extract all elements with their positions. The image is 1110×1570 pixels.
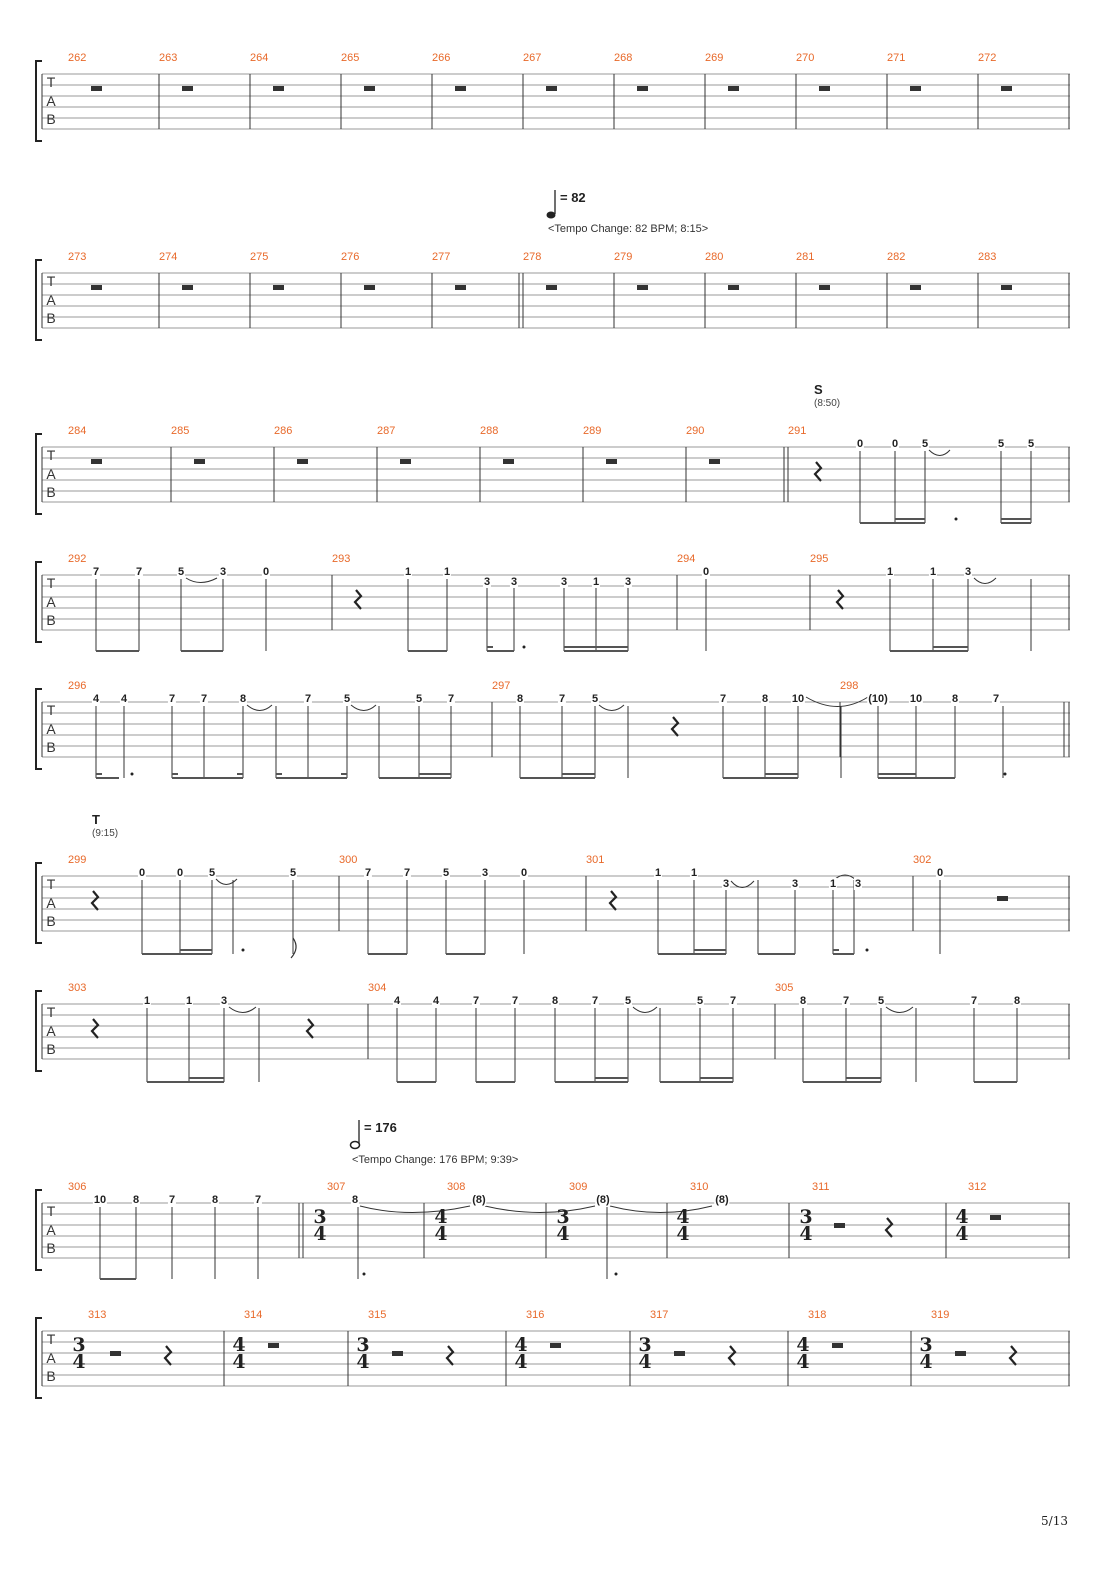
tab-system-1 bbox=[0, 40, 1110, 150]
fret-number: 8 bbox=[211, 1194, 219, 1206]
fret-number: 7 bbox=[254, 1194, 262, 1206]
fret-number: 8 bbox=[132, 1194, 140, 1206]
tab-system-9 bbox=[0, 1297, 1110, 1407]
fret-number: 5 bbox=[415, 693, 423, 705]
measure-number: 296 bbox=[68, 680, 87, 692]
measure-number: 313 bbox=[88, 1309, 107, 1321]
tempo-bpm: = 176 bbox=[364, 1120, 397, 1135]
measure-number: 306 bbox=[68, 1181, 87, 1193]
measure-number: 283 bbox=[978, 251, 997, 263]
fret-number: 3 bbox=[510, 576, 518, 588]
fret-number: (8) bbox=[596, 1194, 610, 1206]
fret-number: 7 bbox=[200, 693, 208, 705]
fret-number: 3 bbox=[220, 995, 228, 1007]
fret-number: 5 bbox=[921, 438, 929, 450]
fret-number: 1 bbox=[404, 566, 412, 578]
fret-number: 4 bbox=[120, 693, 128, 705]
fret-number: (8) bbox=[715, 1194, 729, 1206]
measure-number: 279 bbox=[614, 251, 633, 263]
fret-number: 1 bbox=[886, 566, 894, 578]
svg-text:A: A bbox=[46, 466, 56, 482]
measure-number: 289 bbox=[583, 425, 602, 437]
fret-number: 0 bbox=[138, 867, 146, 879]
fret-number: 5 bbox=[289, 867, 297, 879]
fret-number: 5 bbox=[997, 438, 1005, 450]
time-signature: 3 4 bbox=[799, 1206, 813, 1245]
fret-number: 1 bbox=[654, 867, 662, 879]
fret-number: 0 bbox=[891, 438, 899, 450]
fret-number: 7 bbox=[304, 693, 312, 705]
svg-text:A: A bbox=[46, 721, 56, 737]
fret-number: 7 bbox=[135, 566, 143, 578]
svg-text:T: T bbox=[46, 1203, 56, 1219]
measure-number: 282 bbox=[887, 251, 906, 263]
measure-number: 303 bbox=[68, 982, 87, 994]
fret-number: 10 bbox=[93, 1194, 107, 1206]
measure-number: 276 bbox=[341, 251, 360, 263]
measure-number: 304 bbox=[368, 982, 387, 994]
staff-lines bbox=[0, 413, 1110, 523]
measure-number: 291 bbox=[788, 425, 807, 437]
fret-number: 3 bbox=[219, 566, 227, 578]
svg-text:B: B bbox=[46, 1041, 56, 1057]
fret-number: 5 bbox=[696, 995, 704, 1007]
tab-system-2 bbox=[0, 239, 1110, 349]
measure-number: 317 bbox=[650, 1309, 669, 1321]
measure-number: 302 bbox=[913, 854, 932, 866]
measure-number: 285 bbox=[171, 425, 190, 437]
tempo-change-text: <Tempo Change: 176 BPM; 9:39> bbox=[352, 1154, 519, 1166]
svg-text:A: A bbox=[46, 895, 56, 911]
svg-text:T: T bbox=[46, 447, 56, 463]
fret-number: 8 bbox=[551, 995, 559, 1007]
section-time: (9:15) bbox=[92, 828, 119, 839]
tempo-change-text: <Tempo Change: 82 BPM; 8:15> bbox=[548, 223, 709, 235]
time-signature: 4 4 bbox=[676, 1206, 690, 1245]
tab-system-3 bbox=[0, 413, 1110, 523]
fret-number: 1 bbox=[143, 995, 151, 1007]
fret-number: 7 bbox=[842, 995, 850, 1007]
fret-number: 1 bbox=[185, 995, 193, 1007]
fret-number: (10) bbox=[868, 693, 888, 705]
svg-text:A: A bbox=[46, 1222, 56, 1238]
measure-number: 270 bbox=[796, 52, 815, 64]
staff-lines bbox=[0, 668, 1110, 788]
svg-text:A: A bbox=[46, 1023, 56, 1039]
svg-text:T: T bbox=[46, 702, 56, 718]
fret-number: 8 bbox=[351, 1194, 359, 1206]
section-time: (8:50) bbox=[814, 398, 841, 409]
measure-number: 278 bbox=[523, 251, 542, 263]
fret-number: (8) bbox=[472, 1194, 486, 1206]
fret-number: 7 bbox=[92, 566, 100, 578]
section-label: S bbox=[814, 382, 823, 397]
fret-number: 3 bbox=[791, 878, 799, 890]
measure-number: 301 bbox=[586, 854, 605, 866]
measure-number: 272 bbox=[978, 52, 997, 64]
tab-system-7 bbox=[0, 970, 1110, 1090]
svg-text:B: B bbox=[46, 310, 56, 326]
fret-number: 7 bbox=[992, 693, 1000, 705]
fret-number: 5 bbox=[343, 693, 351, 705]
fret-number: 5 bbox=[624, 995, 632, 1007]
measure-number: 280 bbox=[705, 251, 724, 263]
fret-number: 7 bbox=[364, 867, 372, 879]
fret-number: 8 bbox=[761, 693, 769, 705]
svg-text:T: T bbox=[46, 876, 56, 892]
fret-number: 7 bbox=[403, 867, 411, 879]
measure-number: 281 bbox=[796, 251, 815, 263]
time-signature: 3 4 bbox=[556, 1206, 570, 1245]
measure-number: 318 bbox=[808, 1309, 827, 1321]
fret-number: 3 bbox=[481, 867, 489, 879]
tab-system-4 bbox=[0, 541, 1110, 661]
fret-number: 3 bbox=[854, 878, 862, 890]
fret-number: 5 bbox=[442, 867, 450, 879]
measure-number: 311 bbox=[812, 1181, 830, 1193]
fret-number: 3 bbox=[560, 576, 568, 588]
fret-number: 8 bbox=[1013, 995, 1021, 1007]
fret-number: 5 bbox=[877, 995, 885, 1007]
fret-number: 1 bbox=[690, 867, 698, 879]
measure-number: 309 bbox=[569, 1181, 588, 1193]
fret-number: 1 bbox=[929, 566, 937, 578]
measure-number: 300 bbox=[339, 854, 358, 866]
section-label: T bbox=[92, 812, 100, 827]
time-signature: 4 4 bbox=[434, 1206, 448, 1245]
svg-text:T: T bbox=[46, 273, 56, 289]
time-signature: 4 4 bbox=[955, 1206, 969, 1245]
measure-number: 273 bbox=[68, 251, 87, 263]
measure-number: 277 bbox=[432, 251, 451, 263]
fret-number: 5 bbox=[177, 566, 185, 578]
fret-number: 7 bbox=[472, 995, 480, 1007]
staff-lines bbox=[0, 970, 1110, 1090]
staff-lines bbox=[0, 842, 1110, 962]
measure-number: 262 bbox=[68, 52, 87, 64]
time-signature: 3 4 bbox=[356, 1334, 370, 1373]
fret-number: 10 bbox=[909, 693, 923, 705]
tab-system-5 bbox=[0, 668, 1110, 788]
fret-number: 5 bbox=[591, 693, 599, 705]
fret-number: 1 bbox=[592, 576, 600, 588]
time-signature: 3 4 bbox=[313, 1206, 327, 1245]
fret-number: 1 bbox=[443, 566, 451, 578]
measure-number: 319 bbox=[931, 1309, 950, 1321]
measure-number: 310 bbox=[690, 1181, 709, 1193]
measure-number: 263 bbox=[159, 52, 178, 64]
fret-number: 0 bbox=[520, 867, 528, 879]
measure-number: 308 bbox=[447, 1181, 466, 1193]
measure-number: 314 bbox=[244, 1309, 263, 1321]
measure-number: 265 bbox=[341, 52, 360, 64]
svg-text:B: B bbox=[46, 913, 56, 929]
time-signature: 4 4 bbox=[796, 1334, 810, 1373]
svg-text:A: A bbox=[46, 594, 56, 610]
half-note-icon bbox=[349, 1118, 363, 1152]
page-number: 5/13 bbox=[1041, 1514, 1068, 1528]
fret-number: 7 bbox=[558, 693, 566, 705]
fret-number: 0 bbox=[856, 438, 864, 450]
svg-text:B: B bbox=[46, 484, 56, 500]
measure-number: 307 bbox=[327, 1181, 346, 1193]
svg-text:A: A bbox=[46, 292, 56, 308]
measure-number: 286 bbox=[274, 425, 293, 437]
measure-number: 287 bbox=[377, 425, 396, 437]
fret-number: 0 bbox=[262, 566, 270, 578]
measure-number: 275 bbox=[250, 251, 269, 263]
tab-system-8 bbox=[0, 1169, 1110, 1289]
time-signature: 4 4 bbox=[514, 1334, 528, 1373]
fret-number: 3 bbox=[722, 878, 730, 890]
measure-number: 290 bbox=[686, 425, 705, 437]
svg-text:A: A bbox=[46, 93, 56, 109]
measure-number: 299 bbox=[68, 854, 87, 866]
svg-text:T: T bbox=[46, 575, 56, 591]
measure-number: 267 bbox=[523, 52, 542, 64]
measure-number: 271 bbox=[887, 52, 906, 64]
measure-number: 269 bbox=[705, 52, 724, 64]
measure-number: 274 bbox=[159, 251, 178, 263]
fret-number: 8 bbox=[799, 995, 807, 1007]
fret-number: 8 bbox=[516, 693, 524, 705]
fret-number: 4 bbox=[393, 995, 401, 1007]
fret-number: 8 bbox=[239, 693, 247, 705]
fret-number: 0 bbox=[176, 867, 184, 879]
tab-system-6 bbox=[0, 842, 1110, 962]
svg-text:B: B bbox=[46, 1240, 56, 1256]
fret-number: 5 bbox=[208, 867, 216, 879]
quarter-note-icon bbox=[545, 188, 559, 222]
fret-number: 7 bbox=[168, 1194, 176, 1206]
fret-number: 7 bbox=[729, 995, 737, 1007]
measure-number: 294 bbox=[677, 553, 696, 565]
fret-number: 3 bbox=[483, 576, 491, 588]
measure-number: 288 bbox=[480, 425, 499, 437]
fret-number: 7 bbox=[970, 995, 978, 1007]
measure-number: 264 bbox=[250, 52, 269, 64]
measure-number: 316 bbox=[526, 1309, 545, 1321]
time-signature: 3 4 bbox=[638, 1334, 652, 1373]
measure-number: 305 bbox=[775, 982, 794, 994]
fret-number: 10 bbox=[791, 693, 805, 705]
staff-lines bbox=[0, 541, 1110, 661]
svg-text:A: A bbox=[46, 1350, 56, 1366]
fret-number: 3 bbox=[624, 576, 632, 588]
svg-text:T: T bbox=[46, 1331, 56, 1347]
svg-text:B: B bbox=[46, 739, 56, 755]
fret-number: 8 bbox=[951, 693, 959, 705]
svg-text:T: T bbox=[46, 74, 56, 90]
time-signature: 3 4 bbox=[919, 1334, 933, 1373]
tempo-bpm: = 82 bbox=[560, 190, 586, 205]
svg-text:T: T bbox=[46, 1004, 56, 1020]
measure-number: 297 bbox=[492, 680, 511, 692]
measure-number: 292 bbox=[68, 553, 87, 565]
measure-number: 315 bbox=[368, 1309, 387, 1321]
measure-number: 284 bbox=[68, 425, 87, 437]
fret-number: 7 bbox=[719, 693, 727, 705]
svg-text:B: B bbox=[46, 1368, 56, 1384]
measure-number: 293 bbox=[332, 553, 351, 565]
fret-number: 7 bbox=[511, 995, 519, 1007]
fret-number: 3 bbox=[964, 566, 972, 578]
fret-number: 4 bbox=[432, 995, 440, 1007]
fret-number: 1 bbox=[829, 878, 837, 890]
measure-number: 295 bbox=[810, 553, 829, 565]
svg-text:B: B bbox=[46, 612, 56, 628]
fret-number: 7 bbox=[168, 693, 176, 705]
measure-number: 268 bbox=[614, 52, 633, 64]
fret-number: 0 bbox=[702, 566, 710, 578]
measure-number: 298 bbox=[840, 680, 859, 692]
fret-number: 4 bbox=[92, 693, 100, 705]
fret-number: 0 bbox=[936, 867, 944, 879]
fret-number: 5 bbox=[1027, 438, 1035, 450]
time-signature: 3 4 bbox=[72, 1334, 86, 1373]
measure-number: 312 bbox=[968, 1181, 987, 1193]
svg-text:B: B bbox=[46, 111, 56, 127]
fret-number: 7 bbox=[591, 995, 599, 1007]
measure-number: 266 bbox=[432, 52, 451, 64]
fret-number: 7 bbox=[447, 693, 455, 705]
time-signature: 4 4 bbox=[232, 1334, 246, 1373]
